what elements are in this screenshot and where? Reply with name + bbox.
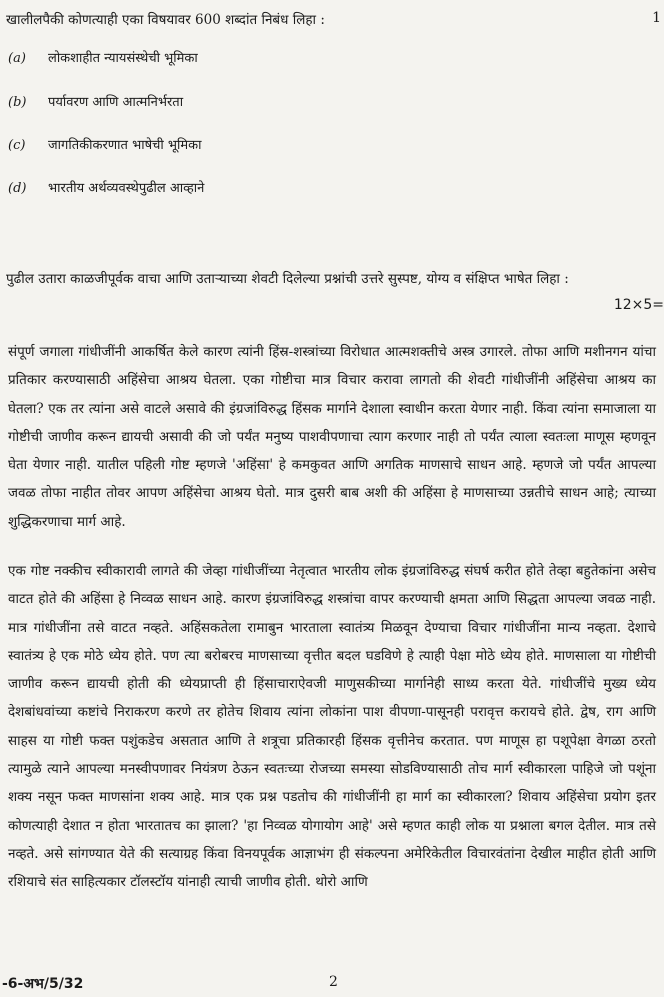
essay-option-d <box>8 178 204 196</box>
marks-label: 12×5= <box>613 297 664 313</box>
passage-paragraph-1: संपूर्ण जगाला गांधीजींनी आकर्षित केले कारण त्यांनी हिंस्र-शस्त्रांच्या विरोधात आत्मशक्तीचे अस्त्र उगारले. तोफा आणि मशीनगन यांचा प्रतिकार करण्यासाठी अहिंसेचा आश्रय घेतला. एका गोष्टीचा मात्र विचार करावा लागतो की शेवटी गांधीजींनी अहिंसेचा आश्रय का घेतला? एक तर त्यांना असे वाटले असावे की इंग्रजांविरुद्ध हिंसक मार्गाने देशाला स्वाधीन करता येणार नाही. किंवा त्यांना समाजाला या गोष्टीची जाणीव करून द्यायची असावी की जो पर्यंत मनुष्य पाशवीपणाचा त्याग करणार नाही तो पर्यंत त्याला स्वतःला माणूस म्हणवून घेता येणार नाही. यातील पहिली गोष्ट म्हणजे 'अहिंसा' हे कमकुवत आणि अगतिक माणसाचे साधन आहे. म्हणजे जो पर्यंत आपल्या जवळ तोफा नाहीत तोवर आपण अहिंसेचा आश्रय घेतो. मात्र दुसरी बाब अशी की अहिंसा हे माणसाच्या उन्नतीचे साधन आहे; त्याच्या शुद्धिकरणाचा मार्ग आहे. <box>8 344 656 530</box>
passage-instruction: पुढील उतारा काळजीपूर्वक वाचा आणि उताऱ्याच्या शेवटी दिलेल्या प्रश्नांची उत्तरे सुस्पष्ट, योग्य व संक्षिप्त भाषेत लिहा : <box>6 271 569 287</box>
footer-page-number: 2 <box>329 974 338 990</box>
passage-paragraph-2: एक गोष्ट नक्कीच स्वीकारावी लागते की जेव्हा गांधीजींच्या नेतृत्वात भारतीय लोक इंग्रजांविरुद्ध संघर्ष करीत होते तेव्हा बहुतेकांना असेच वाटत होते की अहिंसा हे निव्वळ साधन आहे. कारण इंग्रजांविरुद्ध शस्त्रांचा वापर करण्याची क्षमता आणि सिद्धता आपल्या जवळ नाही. मात्र गांधीजींना तसे वाटत नव्हते. अहिंसकतेला रामाबुन भारताला स्वातंत्र्य मिळवून देण्याचा विचार गांधीजींना मान्य नव्हता. देशाचे स्वातंत्र्य हे एक मोठे ध्येय होते. पण त्या बरोबरच माणसाच्या वृत्तीत बदल घडविणे हे त्याही पेक्षा मोठे ध्येय होते. माणसाला या गोष्टीची जाणीव करून द्यायची होती की ध्येयप्राप्ती ही हिंसाचाराऐवजी माणुसकीच्या मार्गानेही साध्य करता येते. गांधीजींचे मुख्य ध्येय देशबांधवांच्या कष्टांचे निराकरण करणे तर होतेच शिवाय त्यांना लोकांना पाश वीपणा-पासूनही परावृत्त करायचे होते. द्वेष, राग आणि साहस या गोष्टी फक्त पशुंकडेच असतात आणि ते शत्रूचा प्रतिकारही हिंसक वृत्तीनेच करतात. पण माणूस हा पशूपेक्षा वेगळा ठरतो त्यामुळे त्याने आपल्या मनस्वीपणावर नियंत्रण ठेऊन स्वतःच्या रोजच्या समस्या सोडविण्यासाठी तोच मार्ग स्वीकारला पाहिजे जो पशूंना शक्य नसून फक्त माणसांना शक्य आहे. मात्र एक प्रश्न पडतोच की गांधीजींनी हा मार्ग का स्वीकारला? शिवाय अहिंसेचा प्रयोग इतर कोणत्याही देशात न होता भारतातच का झाला? 'हा निव्वळ योगायोग आहे' असे म्हणत काही लोक या प्रश्नाला बगल देतील. मात्र तसे नव्हते. असे सांगण्यात येते की सत्याग्रह किंवा विनयपूर्वक आज्ञाभंग ही संकल्पना अमेरिकेतील विचारवंतांना देखील माहीत होती आणि रशियाचे संत साहित्यकार टॉलस्टॉय यांनाही त्याची जाणीव होती. थोरो आणि <box>8 563 656 891</box>
essay-option-b <box>8 92 183 110</box>
option-label: (b) <box>8 95 27 110</box>
question-heading: खालीलपैकी कोणत्याही एका विषयावर 600 शब्दांत निबंध लिहा : <box>6 12 325 28</box>
essay-option-a <box>8 48 198 66</box>
option-text: पर्यावरण आणि आत्मनिर्भरता <box>48 95 184 110</box>
option-text: भारतीय अर्थव्यवस्थेपुढील आव्हाने <box>48 181 205 196</box>
option-label: (c) <box>8 138 26 153</box>
option-label: (a) <box>8 51 26 66</box>
option-text: जागतिकीकरणात भाषेची भूमिका <box>48 138 202 153</box>
option-label: (d) <box>8 181 27 196</box>
footer-paper-code: -6-अभ/5/32 <box>2 976 84 992</box>
essay-option-c <box>8 135 201 153</box>
top-page-mark: 1 <box>652 10 661 26</box>
option-text: लोकशाहीत न्यायसंस्थेची भूमिका <box>48 51 198 66</box>
